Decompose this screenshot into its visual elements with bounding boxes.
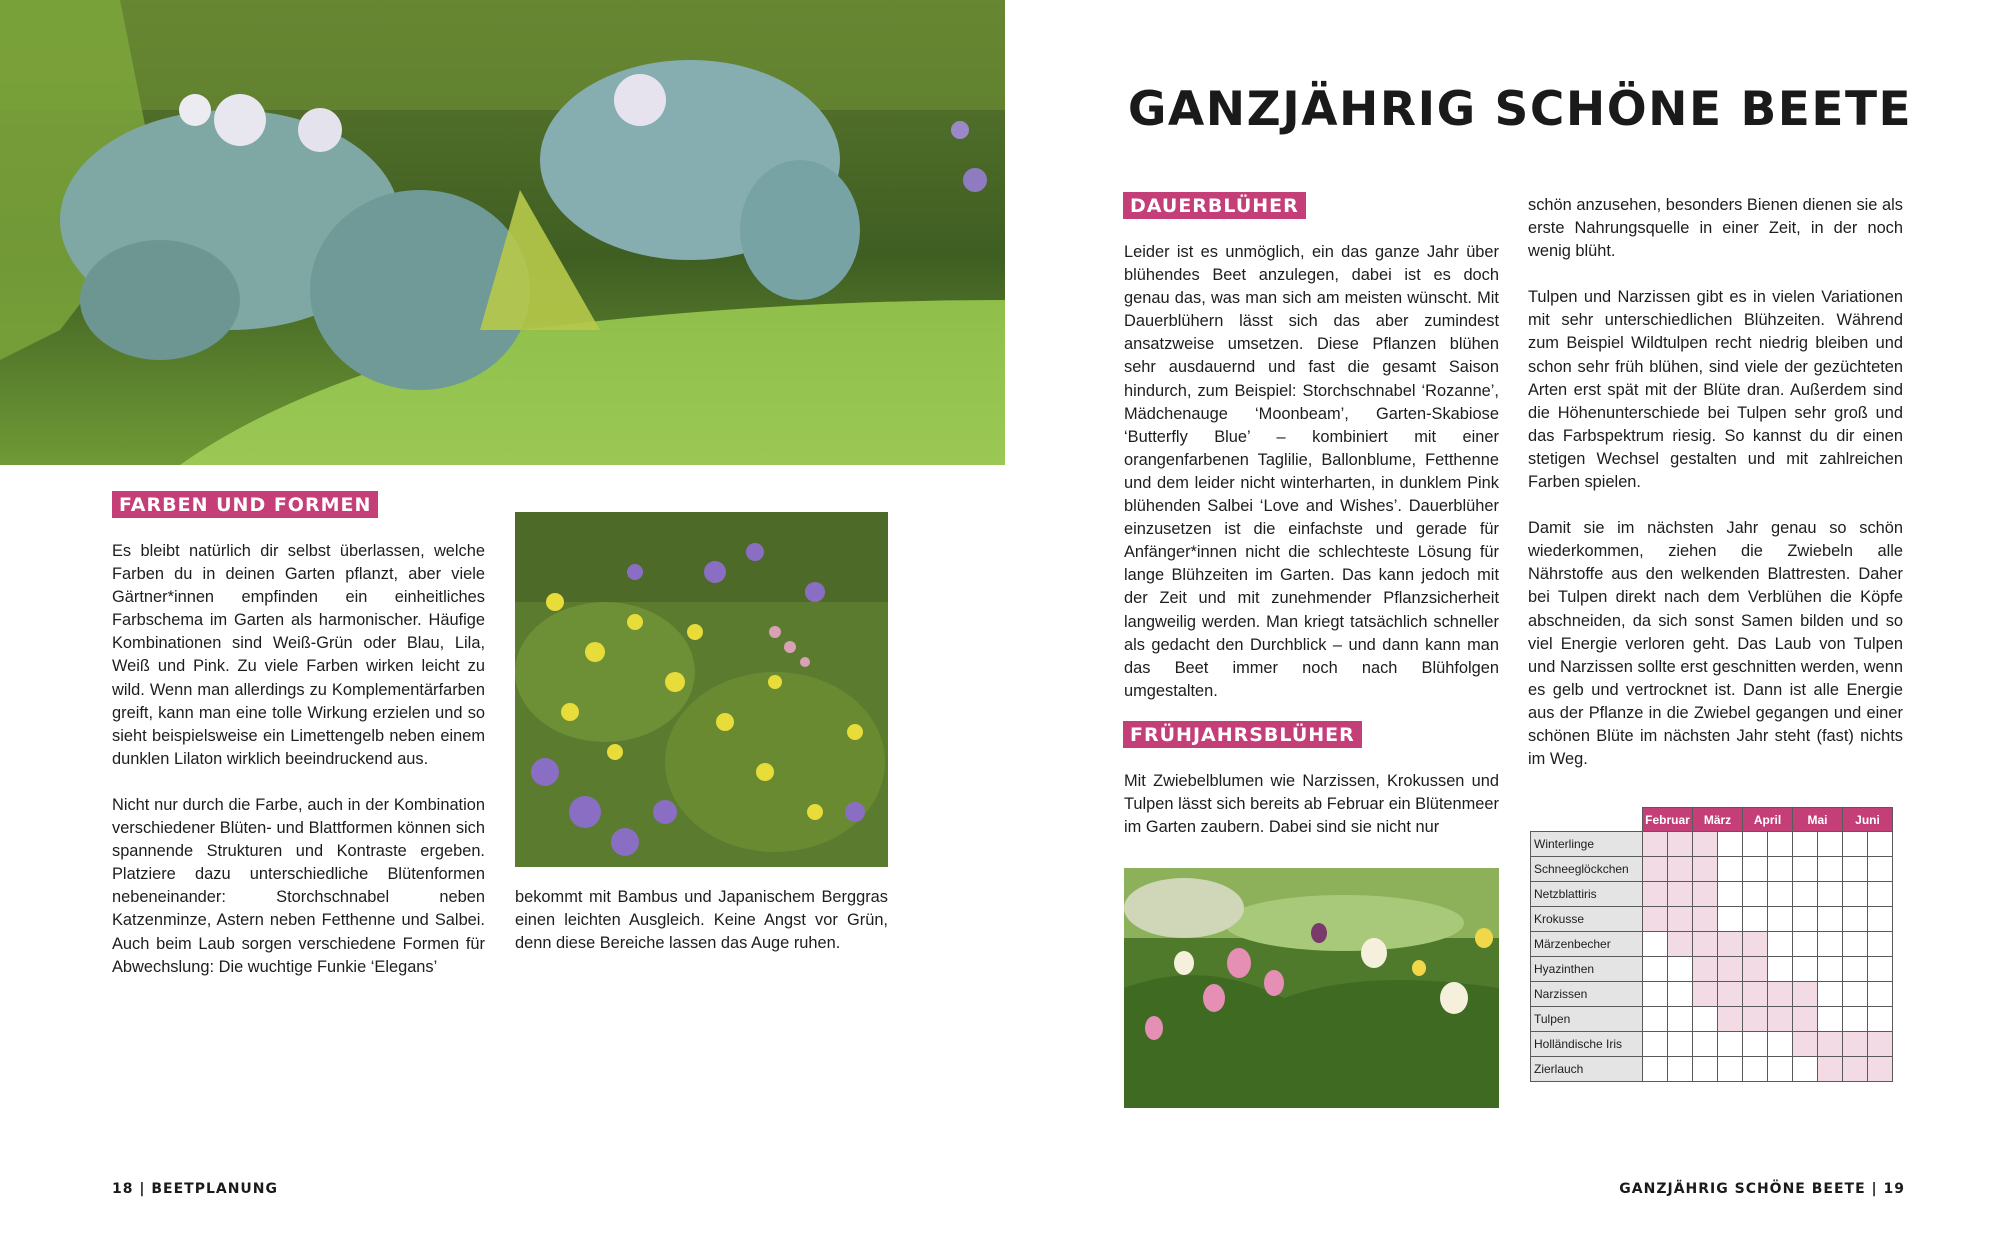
bloom-table-row	[1531, 1032, 1893, 1057]
plant-name: Zierlauch	[1531, 1057, 1643, 1082]
spread-title: GANZJÄHRIG SCHÖNE BEETE	[1127, 82, 1913, 137]
month-header: Mai	[1793, 808, 1843, 832]
plant-name: Narzissen	[1531, 982, 1643, 1007]
bloom-cell-empty	[1693, 1007, 1718, 1032]
bloom-table-row	[1531, 957, 1893, 982]
bloom-cell-active	[1643, 832, 1668, 857]
bloom-cell-empty	[1718, 1032, 1743, 1057]
bloom-cell-active	[1693, 957, 1718, 982]
left-column-2	[515, 886, 888, 978]
bloom-cell-active	[1743, 957, 1768, 982]
plant-name: Märzenbecher	[1531, 932, 1643, 957]
bloom-table-row	[1531, 907, 1893, 932]
bloom-period-table	[1530, 807, 1893, 1082]
bloom-cell-empty	[1718, 857, 1743, 882]
bloom-cell-empty	[1818, 907, 1843, 932]
plant-name: Krokusse	[1531, 907, 1643, 932]
bloom-cell-empty	[1768, 1057, 1793, 1082]
bloom-cell-active	[1843, 1032, 1868, 1057]
hosta-garden-photo	[0, 0, 1005, 465]
bloom-cell-active	[1718, 932, 1743, 957]
paragraph: Tulpen und Narzissen gibt es in vielen Variationen mit sehr unterschiedlichen Blühzeiten. Während zum Beispiel Wildtulpen recht niedrig bleiben und schon sehr früh blühen, sind viele der gezüchteten Arten erst spät mit der Blüte dran. Außerdem sind die Höhenunterschiede bei Tulpen sehr groß und das Farbspektrum riesig. So kannst du dir einen stetigen Wechsel gestalten und mit zahlreichen Farben spielen.	[1528, 288, 1903, 492]
paragraph: Nicht nur durch die Farbe, auch in der Kombination verschiedener Blüten- und Blattformen können sich spannende Strukturen und Kontraste ergeben. Platziere dazu unterschiedliche Blütenformen nebeneinander: Storchschnabel neben Katzenminze, Astern neben Fetthenne und Salbei. Auch beim Laub sorgen verschiedene Formen für Abwechslung: Die wuchtige Funkie ‘Elegans’	[112, 795, 485, 976]
section-heading-farben: FARBEN UND FORMEN	[112, 491, 378, 518]
bloom-cell-empty	[1868, 932, 1893, 957]
bloom-cell-empty	[1768, 932, 1793, 957]
bloom-cell-empty	[1668, 1057, 1693, 1082]
plant-name: Holländische Iris	[1531, 1032, 1643, 1057]
bloom-cell-empty	[1643, 982, 1668, 1007]
bloom-cell-empty	[1643, 932, 1668, 957]
bloom-cell-empty	[1768, 1032, 1793, 1057]
month-header: Februar	[1643, 808, 1693, 832]
fruehjahrsbluher-text	[1124, 770, 1499, 862]
bloom-cell-empty	[1668, 957, 1693, 982]
bloom-table-row	[1531, 1007, 1893, 1032]
paragraph: schön anzusehen, besonders Bienen dienen sie als erste Nahrungsquelle in einer Zeit, in der noch wenig blüht.	[1528, 196, 1903, 261]
bloom-cell-empty	[1793, 957, 1818, 982]
bloom-cell-empty	[1793, 907, 1818, 932]
bloom-table-header-row	[1531, 808, 1893, 832]
bloom-table-body	[1531, 832, 1893, 1082]
bloom-cell-empty	[1843, 832, 1868, 857]
bloom-cell-empty	[1768, 957, 1793, 982]
bloom-cell-empty	[1643, 957, 1668, 982]
bloom-cell-active	[1668, 932, 1693, 957]
bloom-cell-empty	[1668, 1007, 1693, 1032]
bloom-cell-empty	[1668, 1032, 1693, 1057]
perennial-border-photo	[515, 512, 888, 867]
bloom-cell-empty	[1868, 1007, 1893, 1032]
bloom-cell-empty	[1793, 832, 1818, 857]
right-column-2	[1528, 194, 1903, 794]
bloom-cell-active	[1793, 1007, 1818, 1032]
month-header: April	[1743, 808, 1793, 832]
bloom-cell-empty	[1643, 1032, 1668, 1057]
plant-name: Netzblattiris	[1531, 882, 1643, 907]
plant-name: Tulpen	[1531, 1007, 1643, 1032]
bloom-cell-empty	[1643, 1007, 1668, 1032]
bloom-cell-active	[1743, 1007, 1768, 1032]
bloom-cell-empty	[1818, 832, 1843, 857]
bloom-cell-empty	[1743, 857, 1768, 882]
bloom-cell-empty	[1843, 1007, 1868, 1032]
bloom-cell-active	[1668, 857, 1693, 882]
bloom-cell-empty	[1818, 857, 1843, 882]
bloom-cell-empty	[1843, 857, 1868, 882]
plant-name: Winterlinge	[1531, 832, 1643, 857]
bloom-cell-empty	[1843, 907, 1868, 932]
bloom-cell-empty	[1868, 907, 1893, 932]
bloom-cell-active	[1693, 982, 1718, 1007]
bloom-cell-empty	[1718, 1057, 1743, 1082]
tulip-bed-photo	[1124, 868, 1499, 1108]
paragraph: Mit Zwiebelblumen wie Narzissen, Krokussen und Tulpen lässt sich bereits ab Februar ein Blütenmeer im Garten zaubern. Dabei sind sie nicht nur	[1124, 772, 1499, 837]
bloom-cell-empty	[1718, 907, 1743, 932]
bloom-cell-empty	[1818, 882, 1843, 907]
bloom-cell-empty	[1743, 832, 1768, 857]
bloom-cell-empty	[1793, 882, 1818, 907]
bloom-cell-empty	[1768, 907, 1793, 932]
bloom-cell-active	[1793, 982, 1818, 1007]
bloom-cell-active	[1668, 882, 1693, 907]
bloom-cell-active	[1868, 1032, 1893, 1057]
bloom-cell-empty	[1743, 882, 1768, 907]
bloom-cell-empty	[1768, 832, 1793, 857]
bloom-cell-empty	[1868, 982, 1893, 1007]
bloom-cell-empty	[1868, 882, 1893, 907]
bloom-table-row	[1531, 882, 1893, 907]
bloom-cell-empty	[1768, 882, 1793, 907]
bloom-cell-active	[1743, 932, 1768, 957]
plant-name: Schneeglöckchen	[1531, 857, 1643, 882]
bloom-cell-empty	[1843, 932, 1868, 957]
bloom-table-row	[1531, 1057, 1893, 1082]
section-heading-dauerbluher: DAUERBLÜHER	[1123, 192, 1306, 219]
bloom-cell-active	[1643, 907, 1668, 932]
bloom-cell-empty	[1793, 857, 1818, 882]
bloom-cell-empty	[1868, 957, 1893, 982]
month-header: Juni	[1843, 808, 1893, 832]
bloom-cell-active	[1843, 1057, 1868, 1082]
month-header: März	[1693, 808, 1743, 832]
bloom-cell-active	[1768, 982, 1793, 1007]
bloom-cell-empty	[1868, 857, 1893, 882]
bloom-cell-empty	[1693, 1032, 1718, 1057]
bloom-cell-empty	[1768, 857, 1793, 882]
bloom-cell-empty	[1743, 1057, 1768, 1082]
bloom-cell-empty	[1843, 882, 1868, 907]
bloom-cell-empty	[1643, 1057, 1668, 1082]
section-heading-fruehjahrsbluher: FRÜHJAHRSBLÜHER	[1123, 721, 1362, 748]
left-folio: 18 | BEETPLANUNG	[112, 1181, 279, 1197]
bloom-cell-empty	[1793, 932, 1818, 957]
bloom-cell-active	[1643, 882, 1668, 907]
bloom-cell-active	[1718, 957, 1743, 982]
bloom-table-row	[1531, 857, 1893, 882]
bloom-cell-active	[1718, 982, 1743, 1007]
bloom-cell-active	[1693, 882, 1718, 907]
bloom-table-row	[1531, 932, 1893, 957]
bloom-cell-active	[1693, 932, 1718, 957]
bloom-cell-empty	[1818, 932, 1843, 957]
bloom-cell-active	[1718, 1007, 1743, 1032]
plant-name: Hyazinthen	[1531, 957, 1643, 982]
paragraph: Es bleibt natürlich dir selbst überlassen, welche Farben du in deinen Garten pflanzt, aber viele Gärtner*innen empfinden ein einheitliches Farbschema im Garten als harmonischer. Häufige Kombinationen sind Weiß-Grün oder Blau, Lila, Weiß und Pink. Zu viele Farben wirken leicht zu wild. Wenn man allerdings zu Komplementärfarben greift, kann man eine tolle Wirkung erzielen und so sieht beispielsweise ein Limettengelb neben einem dunklen Lilaton wirklich beeindruckend aus.	[112, 542, 485, 768]
bloom-table-row	[1531, 832, 1893, 857]
dauerbluher-text	[1124, 241, 1499, 726]
bloom-cell-empty	[1718, 882, 1743, 907]
bloom-cell-active	[1693, 857, 1718, 882]
bloom-cell-active	[1868, 1057, 1893, 1082]
bloom-cell-active	[1693, 907, 1718, 932]
bloom-cell-empty	[1843, 957, 1868, 982]
bloom-cell-active	[1643, 857, 1668, 882]
bloom-table-row	[1531, 982, 1893, 1007]
bloom-cell-active	[1818, 1032, 1843, 1057]
bloom-cell-empty	[1668, 982, 1693, 1007]
bloom-cell-empty	[1818, 1007, 1843, 1032]
bloom-cell-empty	[1843, 982, 1868, 1007]
bloom-cell-active	[1693, 832, 1718, 857]
bloom-cell-empty	[1693, 1057, 1718, 1082]
bloom-table-corner	[1531, 808, 1643, 832]
bloom-cell-empty	[1743, 1032, 1768, 1057]
bloom-cell-active	[1793, 1032, 1818, 1057]
paragraph: Damit sie im nächsten Jahr genau so schön wiederkommen, ziehen die Zwiebeln alle Nährstoffe aus den welkenden Blattresten. Daher bei Tulpen direkt nach dem Verblühen die Köpfe abschneiden, da sich sonst Samen bilden und so viel Energie verloren geht. Das Laub von Tulpen und Narzissen sollte erst geschnitten werden, wenn es gelb und vertrocknet ist. Dann ist alle Energie aus der Pflanze in die Zwiebel gegangen und einer schönen Blüte im nächsten Jahr steht (fast) nichts im Weg.	[1528, 519, 1903, 769]
bloom-cell-active	[1818, 1057, 1843, 1082]
paragraph: Leider ist es unmöglich, ein das ganze Jahr über blühendes Beet anzulegen, dabei ist es doch genau das, was man sich am meisten wünscht. Mit Dauerblühern lässt sich das aber zumindest ansatzweise umsetzen. Diese Pflanzen blühen sehr ausdauernd und fast die gesamt Saison hindurch, zum Beispiel: Storchschnabel ‘Rozanne’, Mädchenauge ‘Moonbeam’, Garten-Skabiose ‘Butterfly Blue’ – kombiniert mit einer orangenfarbenen Taglilie, Ballonblume, Fetthenne und dem leider nicht winterharten, in dunklem Pink blühenden Salbei ‘Love and Wishes’. Dauerblüher einzusetzen ist die einfachste und gerade für Anfänger*innen nicht die schlechteste Lösung für lange Blühzeiten im Garten. Das kann jedoch mit der Zeit und mit zunehmender Pflanzsicherheit langweilig werden. Man kriegt tatsächlich schneller als gedacht den Durchblick – und dann kann man das Beet immer noch nach Blühfolgen umgestalten.	[1124, 243, 1499, 700]
bloom-cell-active	[1668, 832, 1693, 857]
bloom-cell-empty	[1743, 907, 1768, 932]
bloom-cell-empty	[1718, 832, 1743, 857]
left-column-1	[112, 540, 485, 1002]
bloom-cell-empty	[1868, 832, 1893, 857]
bloom-cell-active	[1768, 1007, 1793, 1032]
bloom-cell-active	[1743, 982, 1768, 1007]
bloom-cell-empty	[1818, 957, 1843, 982]
bloom-cell-empty	[1818, 982, 1843, 1007]
right-folio: GANZJÄHRIG SCHÖNE BEETE | 19	[1619, 1181, 1905, 1197]
bloom-cell-empty	[1793, 1057, 1818, 1082]
bloom-cell-active	[1668, 907, 1693, 932]
paragraph: bekommt mit Bambus und Japanischem Berggras einen leichten Ausgleich. Keine Angst vor Grün, denn diese Bereiche lassen das Auge ruhen.	[515, 888, 888, 953]
